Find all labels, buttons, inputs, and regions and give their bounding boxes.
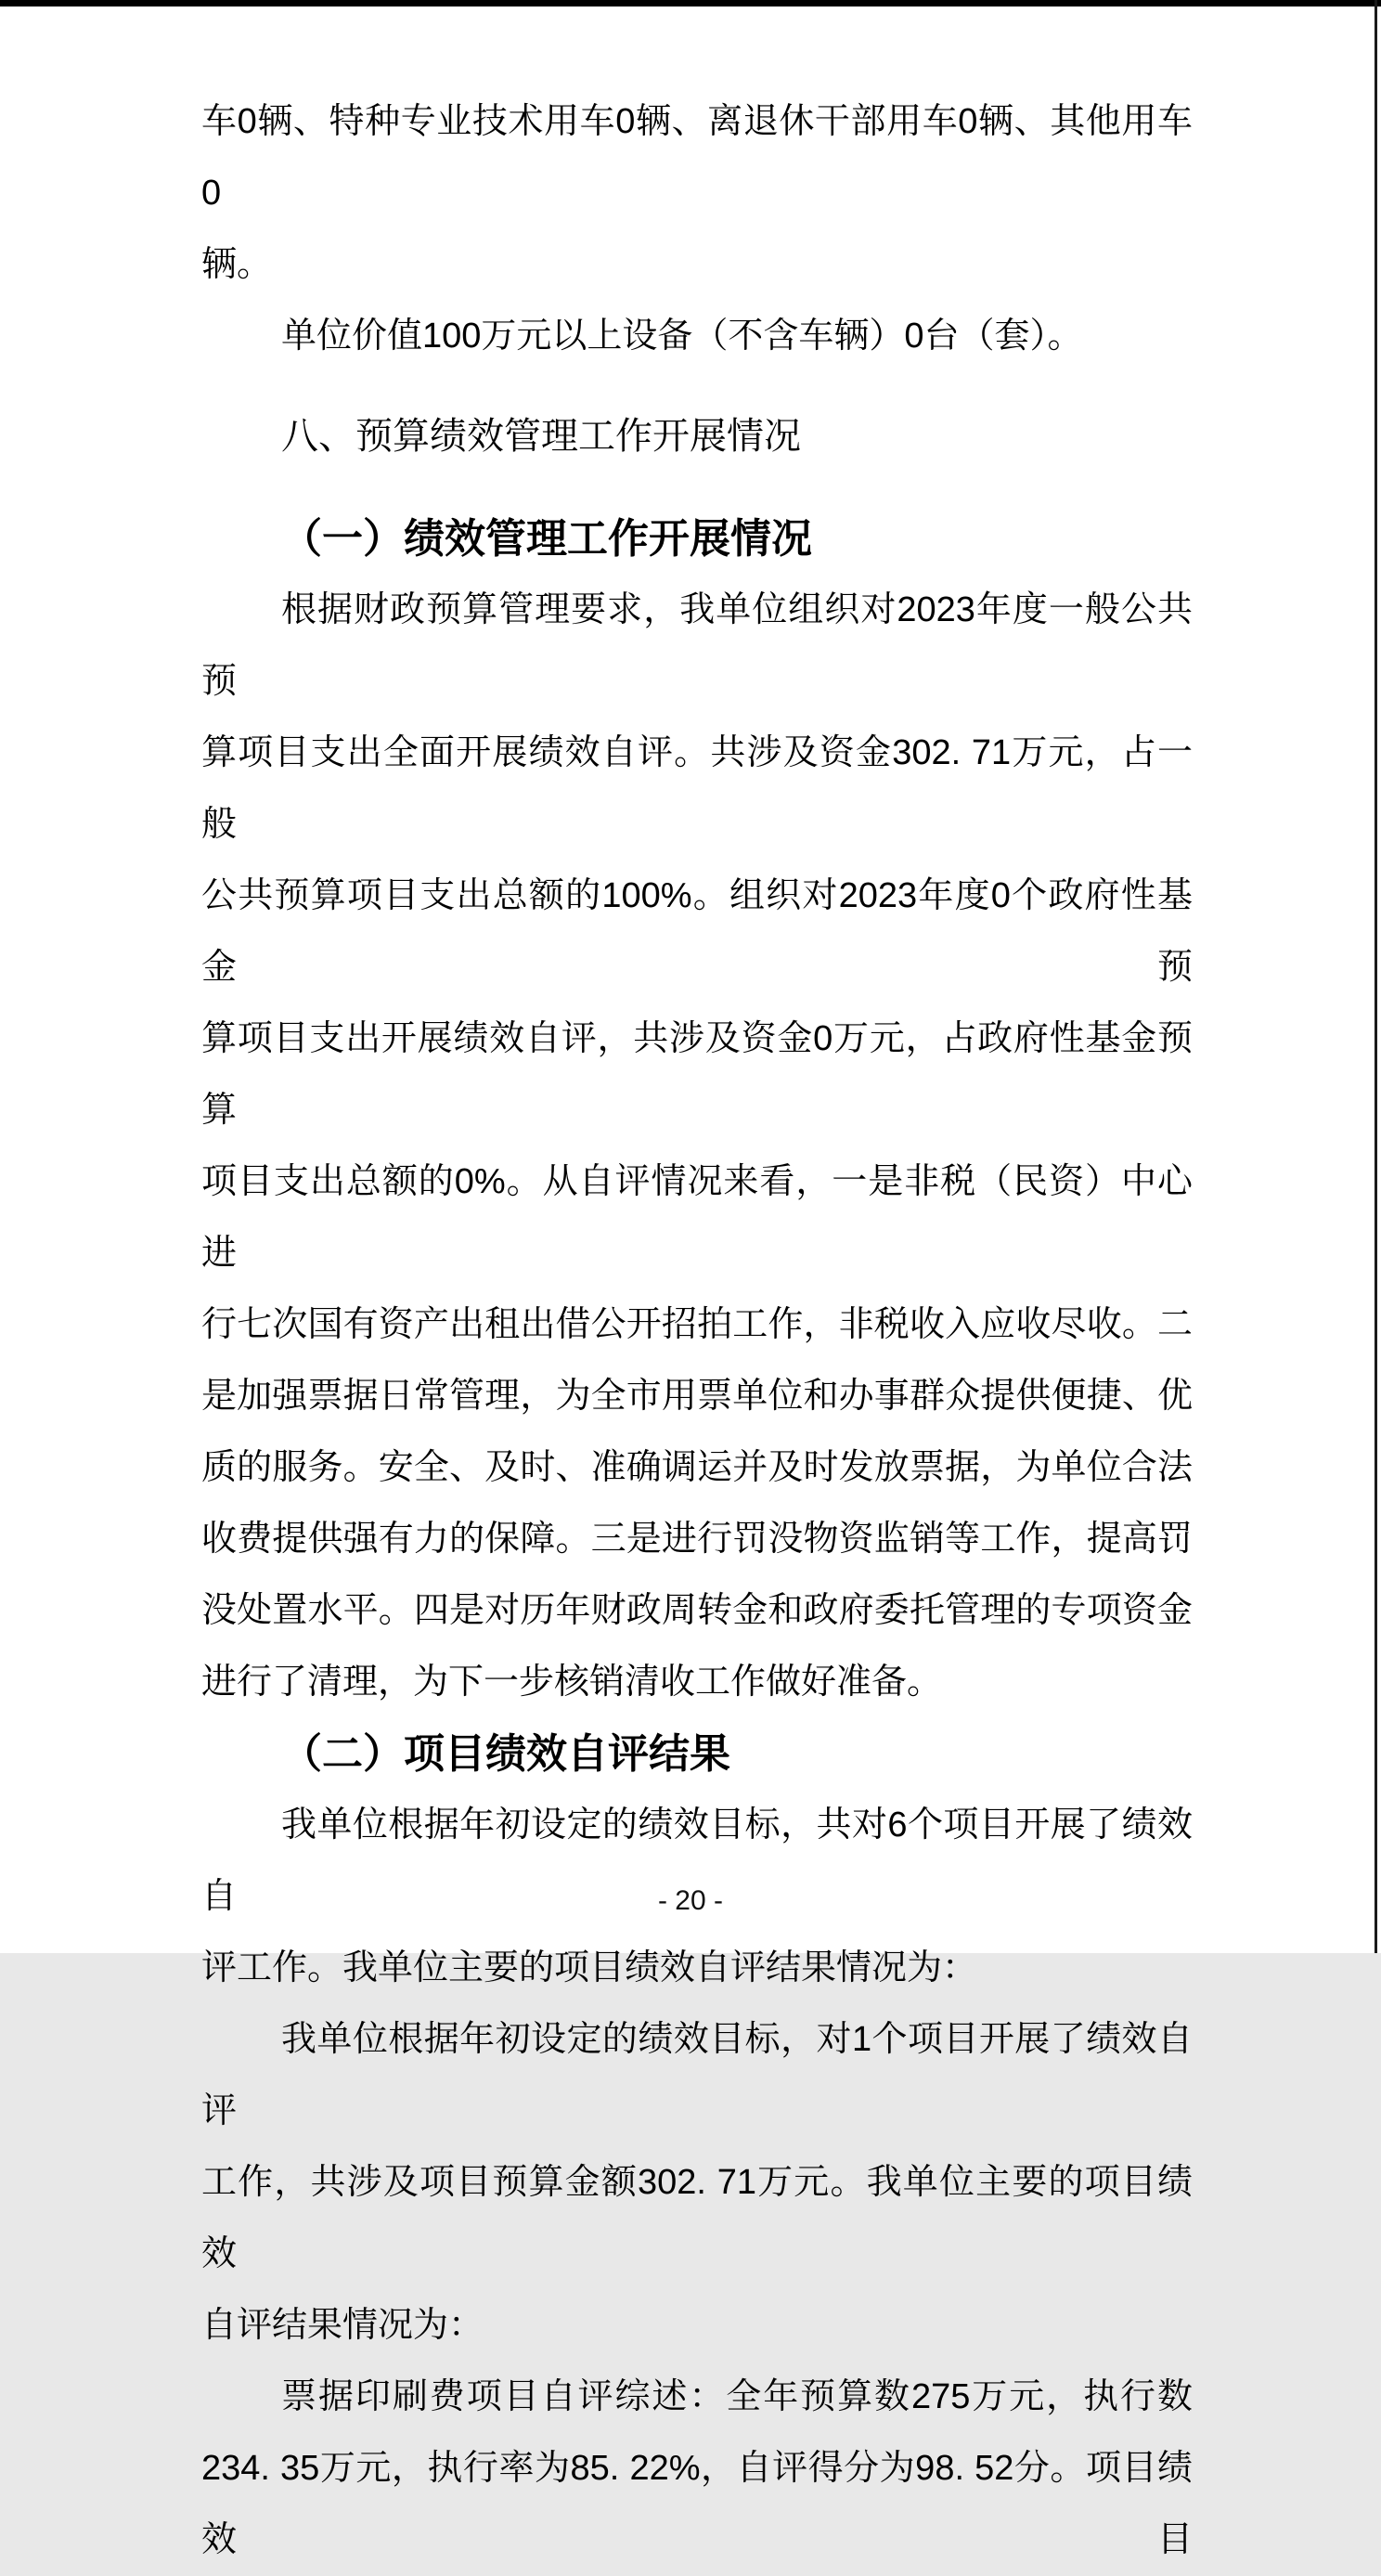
body-line: 行七次国有资产出租出借公开招拍工作，非税收入应收尽收。二 bbox=[201, 1305, 1193, 1344]
subsection-heading-1: （一）绩效管理工作开展情况 bbox=[281, 516, 812, 562]
body-line: 根据财政预算管理要求，我单位组织对2023年度一般公共预 bbox=[201, 590, 1193, 701]
body-line: 算项目支出全面开展绩效自评。共涉及资金302. 71万元，占一般 bbox=[201, 733, 1193, 844]
body-line: 我单位根据年初设定的绩效目标，共对6个项目开展了绩效自 bbox=[201, 1806, 1193, 1916]
section-heading: 八、预算绩效管理工作开展情况 bbox=[281, 416, 801, 457]
body-line: 公共预算项目支出总额的100%。组织对2023年度0个政府性基金预 bbox=[201, 876, 1193, 987]
body-line: 我单位根据年初设定的绩效目标，对1个项目开展了绩效自评 bbox=[201, 2020, 1193, 2130]
page-number: - 20 - bbox=[657, 1885, 724, 1916]
body-line: 评工作。我单位主要的项目绩效自评结果情况为： bbox=[201, 1948, 978, 1987]
subsection-heading-2: （二）项目绩效自评结果 bbox=[281, 1731, 730, 1777]
body-line: 234. 35万元，执行率为85. 22%，自评得分为98. 52分。项目绩效目 bbox=[201, 2449, 1193, 2559]
body-line: 单位价值100万元以上设备（不含车辆）0台（套）。 bbox=[281, 317, 1083, 356]
body-line: 自评结果情况为： bbox=[201, 2306, 484, 2345]
body-line: 收费提供强有力的保障。三是进行罚没物资监销等工作，提高罚 bbox=[201, 1520, 1193, 1559]
body-line: 算项目支出开展绩效自评，共涉及资金0万元，占政府性基金预算 bbox=[201, 1019, 1193, 1130]
body-line: 质的服务。安全、及时、准确调运并及时发放票据，为单位合法 bbox=[201, 1448, 1193, 1487]
body-line: 辆。 bbox=[201, 245, 273, 284]
body-line: 车0辆、特种专业技术用车0辆、离退休干部用车0辆、其他用车0 bbox=[201, 102, 1193, 213]
body-line: 票据印刷费项目自评综述：全年预算数275万元，执行数 bbox=[281, 2377, 1193, 2416]
scan-top-bar-artifact bbox=[0, 0, 1381, 6]
document-body bbox=[201, 86, 1193, 2576]
scan-right-edge-line-artifact bbox=[1375, 0, 1377, 1953]
body-line: 是加强票据日常管理，为全市用票单位和办事群众提供便捷、优 bbox=[201, 1377, 1193, 1416]
body-line: 工作，共涉及项目预算金额302. 71万元。我单位主要的项目绩效 bbox=[201, 2163, 1193, 2273]
body-line: 没处置水平。四是对历年财政周转金和政府委托管理的专项资金 bbox=[201, 1591, 1193, 1630]
body-line: 项目支出总额的0%。从自评情况来看，一是非税（民资）中心进 bbox=[201, 1162, 1193, 1273]
body-line: 进行了清理，为下一步核销清收工作做好准备。 bbox=[201, 1663, 943, 1702]
